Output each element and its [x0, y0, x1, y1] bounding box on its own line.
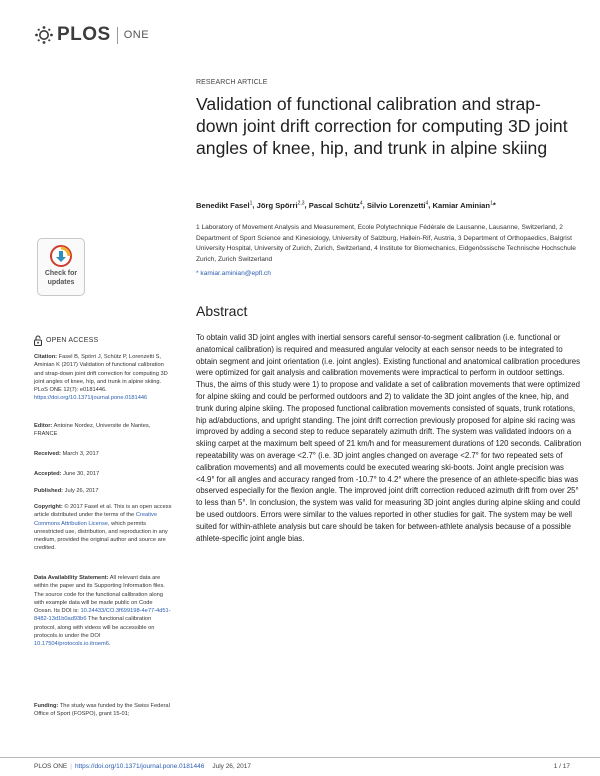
logo-plos-text: PLOS	[57, 24, 111, 45]
abstract-heading: Abstract	[196, 303, 248, 319]
check-for-updates-badge[interactable]	[37, 238, 85, 296]
plos-one-logo[interactable]	[34, 24, 149, 46]
page-footer: PLOS ONE | https://doi.org/10.1371/journal.pone.0181446 July 26, 2017	[34, 763, 251, 770]
data-availability-block: Data Availability Statement: All relevant data are within the paper and its Supporting Information files. The source code for the functional calibration along with example data will be made public on Code Ocean. Its DOI is: 10.24433/CO.3f699198-4e77-4d51-8482-13d1b0ad93b6 The functional calibration protocol, along with videos will be accessible on protocols.io under the DOI 10.17504/protocols.io.itroem6.	[34, 575, 171, 648]
page-number: 1 / 17	[553, 763, 570, 770]
corresponding-email[interactable]: * kamiar.aminian@epfl.ch	[196, 270, 271, 277]
footer-date: July 26, 2017	[212, 763, 251, 770]
author-link[interactable]: Benedikt Fasel$^1$	[196, 200, 253, 210]
funding-block: Funding: The study was funded by the Swiss Federal Office of Sport (FOSPO), grant 15-01;	[34, 703, 170, 718]
open-access-label: OPEN ACCESS	[34, 335, 98, 346]
editor-block: Editor: Antoine Nordez, Universite de Nantes, FRANCE	[34, 423, 151, 438]
plos-dots-icon	[34, 25, 54, 45]
affiliations: 1 Laboratory of Movement Analysis and Measurement, Ecole Polytechnique Fédérale de Lausanne, Lausanne, Switzerland, 2 Department of Sport Science and Kinesiology, University of Salzburg, Hallein-Rif, Austria, 3 Department of Orthopaedics, Balgrist University Hospital, University of Zurich, Zurich, Switzerland, 4 Institute for Biomechanics, Eidgenössische Technische Hochschule Zurich, Zurich Switzerland	[196, 224, 576, 263]
citation-block: Citation: Fasel B, Spörri J, Schütz P, Lorenzetti S, Aminian K (2017) Validation of functional calibration and strap-down joint drift correction for computing 3D joint angles of knee, hip, and trunk in alpine skiing. PLoS ONE 12(7): e0181446. https://doi.org/10.1371/journal.pone.0181446	[34, 354, 168, 402]
footer-doi-link[interactable]: https://doi.org/10.1371/journal.pone.0181446	[74, 763, 205, 770]
received-date: Received: March 3, 2017	[34, 451, 99, 457]
author-link[interactable]: Jörg Spörri$^{2,3}$	[256, 200, 305, 210]
copyright-block: Copyright: © 2017 Fasel et al. This is an open access article distributed under the terms of the Creative Commons Attribution License, which permits unrestricted use, distribution, and reproduction in any medium, provided the original author and source are credited.	[34, 504, 172, 552]
protocols-doi-link[interactable]: 10.17504/protocols.io.itroem6	[34, 641, 109, 648]
author-list: Benedikt Fasel$^1$, Jörg Spörri$^{2,3}$, Pascal Schütz$^4$, Silvio Lorenzetti$^4$, Kamiar Aminian$^1$*	[196, 200, 496, 210]
footer-divider	[0, 757, 600, 758]
citation-doi-link[interactable]: https://doi.org/10.1371/journal.pone.0181446	[34, 395, 148, 402]
check-for-updates-label: Check for updates	[44, 270, 78, 286]
published-date: Published: July 26, 2017	[34, 488, 99, 494]
open-lock-icon	[34, 335, 42, 346]
corresponding-author-marker: *	[492, 200, 496, 210]
accepted-date: Accepted: June 30, 2017	[34, 471, 100, 477]
article-title: Validation of functional calibration and strap-down joint drift correction for computing 3D joint angles of knee, hip, and trunk in alpine skiing	[196, 94, 568, 158]
article-type: RESEARCH ARTICLE	[196, 79, 268, 86]
code-ocean-doi-link[interactable]: 10.24433/CO.3f699198-4e77-4d51-8482-13d1b0ad93b6	[34, 608, 171, 623]
author-link[interactable]: Kamiar Aminian$^1$	[432, 200, 493, 210]
footer-journal: PLOS ONE	[34, 763, 68, 770]
logo-divider	[117, 27, 118, 44]
cc-license-link[interactable]: Creative Commons Attribution License	[34, 512, 157, 527]
abstract-text: To obtain valid 3D joint angles with inertial sensors careful sensor-to-segment calibration (i.e. functional or anatomical calibration) is required and measured angular velocity at each sensor needs to be integrated to obtain segment and joint orientation (i.e. joint angles). Existing functional and anatomical calibration procedures were optimized for gait analysis and calibration movements were impractical to perform in outdoor settings. Thus, the aims of this study were 1) to propose and validate a set of calibration movements that were optimized for alpine skiing and could be performed outdoors and 2) to validate the 3D joint angles of the knee, hip, and trunk during alpine skiing. The proposed functional calibration movements consisted of squats, trunk rotations, hip ad/abductions, and upright standing. The joint drift correction previously proposed for alpine ski racing was improved by adding a second step to reduce separately azimuth drift. The system was validated indoors on a skiing carpet at the maximum belt speed of 21 km/h and for measurement durations of 120 seconds. Calibration repeatability was on average <2.7° (i.e. 3D joint angles changed on average <2.7° for two repeated sets of calibration movements) and all movements could be executed wearing ski-boots. Joint angle precision was <4.9° for all angles and accuracy ranged from -10.7° to 4.2° where the presence of an athlete-specific bias was observed especially for the flexion angle. The improved joint drift correction reduced azimuth drift from over 25° to less than 5°. In conclusion, the system was valid for measuring 3D joint angles during alpine skiing and could be used outdoors. Errors were similar to the values reported in other studies for gait. The system may be well suited for within-athlete analysis but care should be taken for between-athlete analysis because of a possible athlete-specific joint angle bias.	[196, 333, 582, 543]
author-link[interactable]: Pascal Schütz$^4$	[308, 200, 363, 210]
author-link[interactable]: Silvio Lorenzetti$^4$	[366, 200, 429, 210]
check-for-updates-icon	[50, 245, 72, 267]
logo-one-text: ONE	[123, 29, 150, 41]
